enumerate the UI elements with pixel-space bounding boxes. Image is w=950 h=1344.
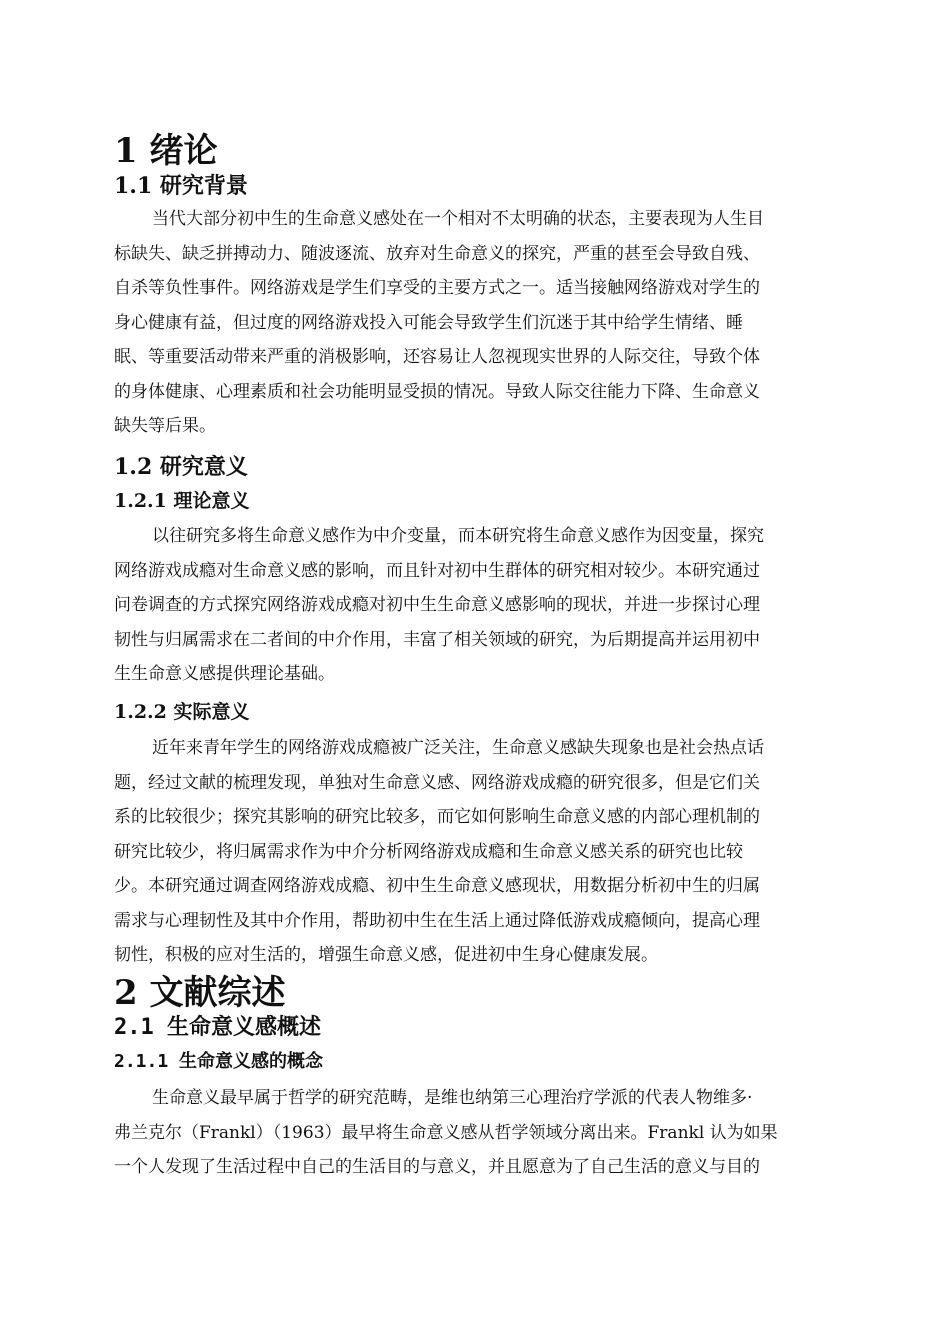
- paragraph-line: 问卷调查的方式探究网络游戏成瘾对初中生生命意义感影响的现状，并进一步探讨心理: [114, 595, 760, 615]
- heading-1-2-2-practice: 1.2.2 实际意义: [114, 701, 250, 723]
- paragraph-line: 韧性，积极的应对生活的，增强生命意义感，促进初中生身心健康发展。: [114, 945, 658, 965]
- paragraph-practice: [114, 731, 842, 973]
- paragraph-line: 近年来青年学生的网络游戏成瘾被广泛关注，生命意义感缺失现象也是社会热点话: [152, 738, 764, 758]
- heading-2-1-1-concept: 2.1.1 生命意义感的概念: [114, 1051, 324, 1072]
- paragraph-line: 身心健康有益，但过度的网络游戏投入可能会导致学生们沉迷于其中给学生情绪、睡: [114, 312, 743, 333]
- paragraph-line: 以往研究多将生命意义感作为中介变量，而本研究将生命意义感作为因变量，探究: [152, 526, 764, 546]
- paragraph-line: 题，经过文献的梳理发现，单独对生命意义感、网络游戏成瘾的研究很多，但是它们关: [114, 772, 760, 793]
- paragraph-line: 一个人发现了生活过程中自己的生活目的与意义，并且愿意为了自己生活的意义与目的: [114, 1157, 760, 1177]
- paragraph-line: 少。本研究通过调查网络游戏成瘾、初中生生命意义感现状，用数据分析初中生的归属: [114, 876, 760, 896]
- paragraph-line: 弗兰克尔（Frankl）（1963）最早将生命意义感从哲学领域分离出来。Frankl 认为如果: [114, 1122, 778, 1143]
- paragraph-line: 的身体健康、心理素质和社会功能明显受损的情况。导致人际交往能力下降、生命意义: [114, 381, 760, 402]
- paragraph-background: [114, 202, 842, 444]
- paragraph-theory: [114, 519, 842, 692]
- paragraph-line: 标缺失、缺乏拼搏动力、随波逐流、放弃对生命意义的探究，严重的甚至会导致自残、: [114, 243, 760, 264]
- paragraph-line: 眠、等重要活动带来严重的消极影响，还容易让人忽视现实世界的人际交往，导致个体: [114, 347, 760, 367]
- paragraph-line: 网络游戏成瘾对生命意义感的影响，而且针对初中生群体的研究相对较少。本研究通过: [114, 560, 760, 581]
- paragraph-line: 自杀等负性事件。网络游戏是学生们享受的主要方式之一。适当接触网络游戏对学生的: [114, 278, 760, 298]
- paragraph-line: 系的比较很少；探究其影响的研究比较多，而它如何影响生命意义感的内部心理机制的: [114, 807, 760, 827]
- paragraph-line: 生生命意义感提供理论基础。: [114, 664, 335, 684]
- heading-2-review: 2 文献综述: [114, 973, 286, 1013]
- heading-1-2-1-theory: 1.2.1 理论意义: [114, 490, 250, 512]
- paragraph-line: 需求与心理韧性及其中介作用，帮助初中生在生活上通过降低游戏成瘾倾向，提高心理: [114, 910, 760, 931]
- heading-2-1-overview: 2.1 生命意义感概述: [114, 1015, 321, 1040]
- paragraph-line: 当代大部分初中生的生命意义感处在一个相对不太明确的状态，主要表现为人生目: [152, 209, 764, 229]
- paragraph-line: 缺失等后果。: [114, 416, 216, 436]
- paragraph-line: 韧性与归属需求在二者间的中介作用，丰富了相关领域的研究，为后期提高并运用初中: [114, 629, 760, 650]
- heading-1-intro: 1 绪论: [114, 131, 218, 171]
- paragraph-line: 生命意义最早属于哲学的研究范畴，是维也纳第三心理治疗学派的代表人物维多·: [152, 1088, 753, 1108]
- paragraph-line: 研究比较少，将归属需求作为中介分析网络游戏成瘾和生命意义感关系的研究也比较: [114, 841, 743, 862]
- heading-1-2-significance: 1.2 研究意义: [114, 454, 248, 480]
- heading-1-1-background: 1.1 研究背景: [114, 173, 248, 199]
- paragraph-concept: [114, 1081, 842, 1185]
